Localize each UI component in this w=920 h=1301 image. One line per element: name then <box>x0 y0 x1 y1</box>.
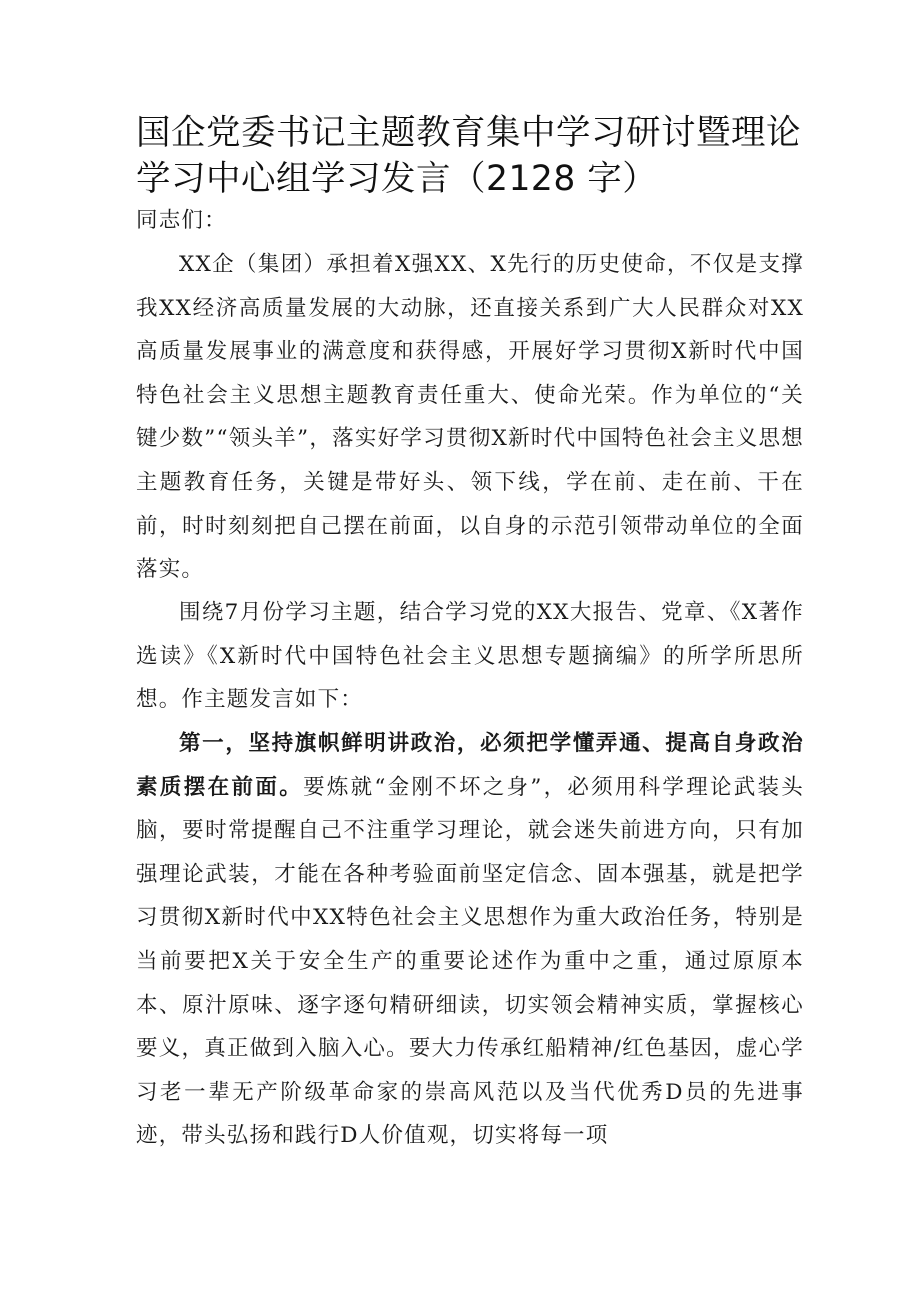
paragraph-3-body: 要炼就“金刚不坏之身”，必须用科学理论武装头脑，要时常提醒自己不注重学习理论，就会迷失前进方向，只有加强理论武装，才能在各种考验面前坚定信念、固本强基，就是把学习贯彻X新时代中XX特色社会主义思想作为重大政治任务，特别是当前要把X关于安全生产的重要论述作为重中之重，通过原原本本、原汁原味、逐字逐句精研细读，切实领会精神实质，掌握核心要义，真正做到入脑入心。要大力传承红船精神/红色基因，虚心学习老一辈无产阶级革命家的崇高风范以及当代优秀D员的先进事迹，带头弘扬和践行D人价值观，切实将每一项 <box>136 774 804 1149</box>
title-line-2: 学习中心组学习发言（2128 字） <box>136 159 658 199</box>
paragraph-1: XX企（集团）承担着X强XX、X先行的历史使命，不仅是支撑我XX经济高质量发展的大动脉，还直接关系到广大人民群众对XX高质量发展事业的满意度和获得感，开展好学习贯彻X新时代中国特色社会主义思想主题教育责任重大、使命光荣。作为单位的“关键少数”“领头羊”，落实好学习贯彻X新时代中国特色社会主义思想主题教育任务，关键是带好头、领下线，学在前、走在前、干在前，时时刻刻把自己摆在前面，以自身的示范引领带动单位的全面落实。 <box>136 252 804 583</box>
paragraph-3 <box>136 722 804 1158</box>
greeting: 同志们： <box>136 208 227 233</box>
document-title <box>136 110 816 202</box>
paragraph-3-heading: 第一，坚持旗帜鲜明讲政治，必须把学懂弄通、提高自身政治素质摆在前面。 <box>136 731 804 800</box>
paragraph-2: 围绕7月份学习主题，结合学习党的XX大报告、党章、《X著作选读》《X新时代中国特色社会主义思想专题摘编》的所学所思所想。作主题发言如下： <box>136 600 804 713</box>
title-line-1: 国企党委书记主题教育集中学习研讨暨理论 <box>136 113 801 153</box>
